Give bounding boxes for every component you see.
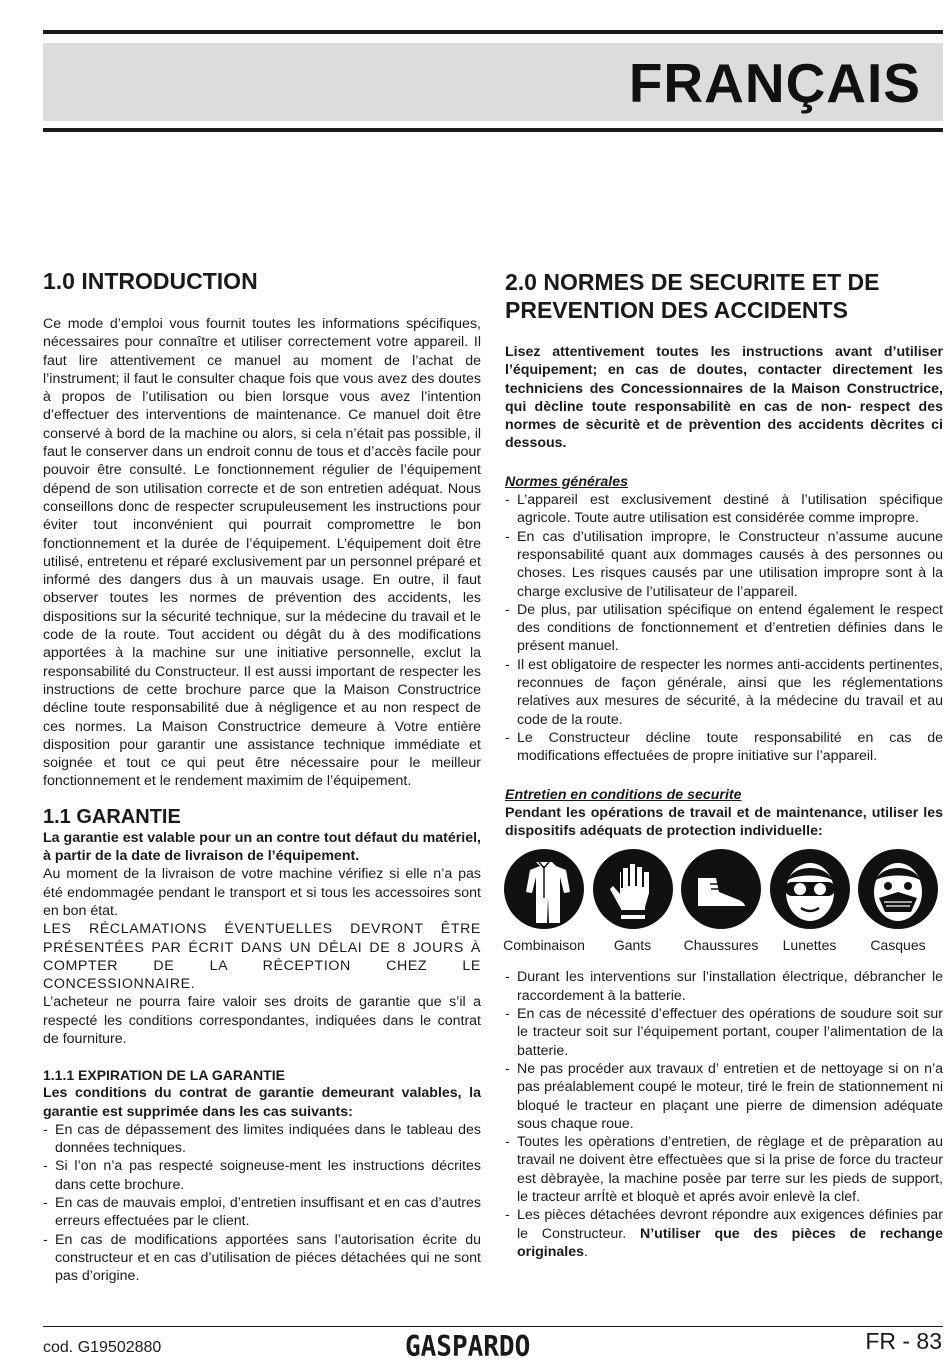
brand-logo: GASPARDO <box>405 1330 531 1364</box>
document-code: cod. G19502880 <box>43 1339 162 1356</box>
list-item: - L’appareil est exclusivement destiné à l’utilisation spécifique agricole. Toute autre utilisation est considérée comme impropre. <box>505 491 943 528</box>
ppe-mask <box>855 848 941 954</box>
list-item: - Si l’on n’a pas respecté soigneuse-ment les instructions décrites dans cette brochure. <box>43 1157 481 1194</box>
list-item: - De plus, par utilisation spécifique on entend également le respect des conditions de fonctionnement et d’entretien définies dans le présent manuel. <box>505 601 943 656</box>
shoes-icon <box>680 848 762 930</box>
expiry-list <box>43 1121 481 1286</box>
warranty-text-2: L’acheteur ne pourra faire valoir ses droits de garantie que s’il a respecté les conditions correspondantes, indiquées dans le contrat de fourniture. <box>43 994 481 1047</box>
top-rule <box>43 30 943 34</box>
list-item: - Ne pas procéder aux travaux d’ entretien et de nettoyage si on n’a pas préalablement coupé le moteur, tiré le frein de stationnement ni bloqué le tracteur en plaçant une pierre de dimension adéquate sous chaque roue. <box>505 1060 943 1133</box>
ppe-label: Combinaison <box>503 937 585 954</box>
maintenance-heading: Entretien en conditions de securite <box>505 786 742 803</box>
goggles-icon <box>769 848 851 930</box>
list-item: - Durant les interventions sur l’installation électrique, débrancher le raccordement à la batterie. <box>505 968 943 1005</box>
footer-rule <box>43 1326 943 1327</box>
list-item: - En cas de dépassement des limites indiquées dans le tableau des données techniques. <box>43 1121 481 1158</box>
right-column <box>505 268 943 1261</box>
page-number: FR - 83 <box>865 1328 942 1354</box>
list-item-bold: N’utiliser que des pièces de rechange originales <box>517 1225 943 1260</box>
gloves-icon <box>592 848 674 930</box>
list-item: - En cas de modifications apportées sans l’autorisation écrite du constructeur et en cas d’utilisation de piéces détachées qui ne sont pas d’origine. <box>43 1231 481 1286</box>
banner-rule <box>43 128 943 132</box>
ppe-shoes <box>678 848 764 954</box>
list-item-end: . <box>584 1243 588 1260</box>
safety-bold-text: Lisez attentivement toutes les instructions avant d’utiliser l’équipement; en cas de doutes, contacter directement les techniciens des Concessionnaires de la Maison Constructrice, qui dècline toute responsabilitè en cas de non- respect des normes de sècuritè et de prèvention des accidents dècrites ci dessous. <box>505 344 943 452</box>
expiry-heading: 1.1.1 EXPIRATION DE LA GARANTIE <box>43 1067 285 1084</box>
ppe-label: Casques <box>870 937 926 954</box>
left-column <box>43 268 481 1286</box>
list-item: - Il est obligatoire de respecter les normes anti-accidents pertinentes, reconnues de façon générale, ainsi que les réglementations relatives aux mesures de sécurité, à la médecine du travail et au code de la route. <box>505 656 943 729</box>
warranty-heading: 1.1 GARANTIE <box>43 805 181 828</box>
maintenance-list <box>505 968 943 1261</box>
intro-heading: 1.0 INTRODUCTION <box>43 268 258 294</box>
list-item: - Toutes les opèrations d’entretien, de règlage et de prèparation au travail ne doivent ètre effectuèes que si la prise de force du tracteur est dèbrayèe, la machine posèe par terre sur les pieds de support, le tracteur arrÍtè et bloquè et aprés avoir enlevè la clef. <box>505 1133 943 1206</box>
ppe-label: Lunettes <box>782 937 837 954</box>
ppe-goggles <box>767 848 853 954</box>
list-item-text: Les pièces détachées devront répondre aux exigences définies par le Constructeur. <box>517 1207 943 1242</box>
language-title: FRANÇAIS <box>628 52 921 114</box>
ppe-label: Gants <box>613 937 652 954</box>
general-norms-heading: Normes générales <box>505 473 629 490</box>
ppe-gloves <box>590 848 676 954</box>
warranty-text: Au moment de la livraison de votre machine vérifiez si elle n’a pas été endommagée pendant le transport et si tous les accessoires sont en bon état. <box>43 866 481 919</box>
safety-heading: 2.0 NORMES DE SECURITE ET DE PREVENTION DES ACCIDENTS <box>505 269 880 323</box>
language-banner <box>43 43 943 121</box>
list-item: - En cas de mauvais emploi, d’entretien insuffisant et en cas d’autres erreurs effectuées par le client. <box>43 1194 481 1231</box>
warranty-bold-text: La garantie est valable pour un an contre tout défaut du matériel, à partir de la date de livraison de l’équipement. <box>43 829 481 865</box>
ppe-coverall <box>501 848 587 954</box>
ppe-icons-row <box>501 848 941 954</box>
list-item <box>505 1206 943 1261</box>
general-norms-list <box>505 491 943 765</box>
mask-icon <box>857 848 939 930</box>
list-item: - Le Constructeur décline toute responsabilité en cas de modifications effectuées de propre initiative sur l’appareil. <box>505 729 943 766</box>
ppe-label: Chaussures <box>683 937 759 954</box>
maintenance-bold-text: Pendant les opérations de travail et de maintenance, utiliser les dispositifs adéquats de protection individuelle: <box>505 804 943 840</box>
intro-paragraph: Ce mode d’emploi vous fournit toutes les informations spécifiques, nécessaires pour connaître et utiliser correctement votre appareil. Il faut lire attentivement ce manuel au moment de l’achat de l’instrument; il faut le consulter chaque fois que vous avez des doutes à propos de l’utilisation ou bien lorsque vous avez l’intention d’effectuer des interventions de maintenance. Ce manuel doit être conservé à bord de la machine ou alors, si cela n’était pas possible, il faut le conserver dans un endroit connu de tous et d’accès facile pour pouvoir être consulté. Le fonctionnement régulier de l’équipement dépend de son utilisation correcte et de son entretien adéquat. Nous conseillons donc de respecter scrupuleusement les instructions pour éviter tout inconvénient qui pourrait compromettre le bon fonctionnement et la durée de l’équipement. L’équipement doit être utilisé, entretenu et réparé exclusivement par un personnel préparé et informé des dangers dus à un mauvais usage. En outre, il faut observer toutes les normes de prévention des accidents, les dispositions sur la sécurité technique, sur la médecine du travail et le code de la route. Tout accident ou dégât du à des modifications apportées à la machine sur une initiative personnelle, exclut la responsabilité du Constructeur. Il est aussi important de respecter les instructions de cette brochure parce que la Maison Constructrice décline toute responsabilité due à négligence et au non respect de ces normes. La Maison Constructrice demeure à Votre entière disposition pour garantir une assistance technique immédiate et soignée et tout ce qui peut être nécessaire pour le meilleur fonctionnement et le rendement maximim de l’équipement. <box>43 316 481 790</box>
coverall-icon <box>503 848 585 930</box>
list-item: - En cas d’utilisation impropre, le Constructeur n’assume aucune responsabilité quant aux dommages causés à des personnes ou choses. Les risques causés par une utilisation impropre sont à la charge exclusive de l’utilisateur de l’appareil. <box>505 528 943 601</box>
list-item: - En cas de nécessité d’effectuer des opérations de soudure soit sur le tracteur soit sur l’équipement portant, couper l’alimentation de la batterie. <box>505 1005 943 1060</box>
warranty-caps-text: LES RÉCLAMATIONS ÉVENTUELLES DEVRONT ÊTRE PRÉSENTÉES PAR ÉCRIT DANS UN DÉLAI DE 8 JOURS À COMPTER DE LA RÉCEPTION CHEZ LE CONCESSIONNAIRE. <box>43 921 481 993</box>
expiry-bold-text: Les conditions du contrat de garantie demeurant valables, la garantie est supprimée dans les cas suivants: <box>43 1085 481 1120</box>
